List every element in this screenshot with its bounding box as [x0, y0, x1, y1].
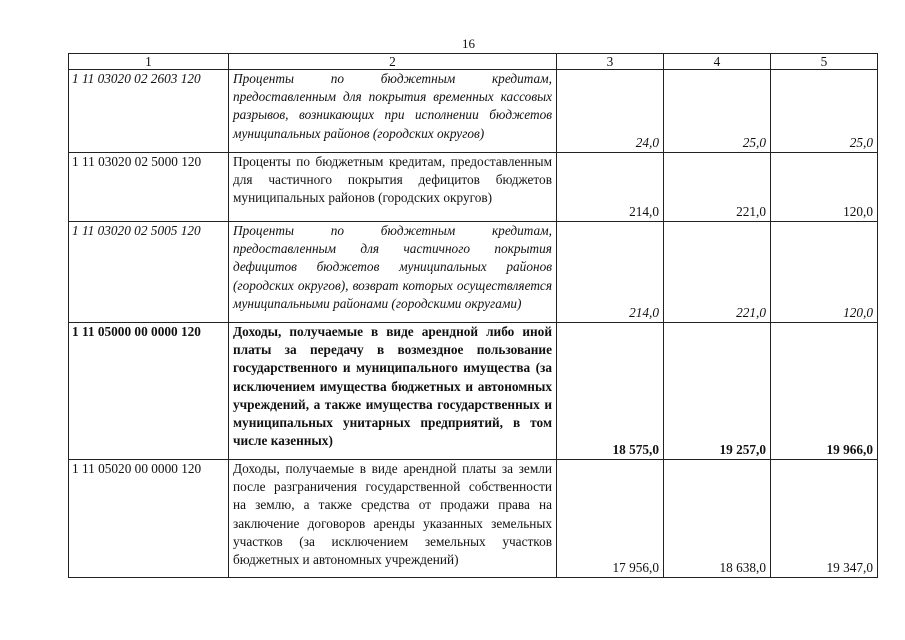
header-col-4: 4 [664, 54, 771, 70]
row-value-col4: 25,0 [664, 70, 771, 153]
row-code: 1 11 03020 02 5000 120 [69, 153, 229, 222]
row-value-col5: 25,0 [771, 70, 878, 153]
header-col-5: 5 [771, 54, 878, 70]
row-value-col4: 18 638,0 [664, 460, 771, 578]
table-header-row [69, 54, 878, 70]
budget-table [68, 53, 878, 578]
row-value-col3: 214,0 [557, 222, 664, 323]
row-description: Проценты по бюджетным кредитам, предоставленным для покрытия временных кассовых разрывов, возникающих при исполнении бюджетов муниципальных районов (городских округов) [229, 70, 557, 153]
header-col-1: 1 [69, 54, 229, 70]
table-row [69, 323, 878, 460]
table-row [69, 70, 878, 153]
row-value-col4: 19 257,0 [664, 323, 771, 460]
row-code: 1 11 03020 02 5005 120 [69, 222, 229, 323]
row-value-col3: 214,0 [557, 153, 664, 222]
row-value-col3: 17 956,0 [557, 460, 664, 578]
header-col-3: 3 [557, 54, 664, 70]
page-number: 16 [462, 36, 475, 51]
row-value-col5: 120,0 [771, 153, 878, 222]
row-description: Проценты по бюджетным кредитам, предоставленным для частичного покрытия дефицитов бюджетов муниципальных районов (городских округов), возврат которых осуществляется муниципальными районами (городскими округами) [229, 222, 557, 323]
row-value-col3: 24,0 [557, 70, 664, 153]
table-row [69, 460, 878, 578]
row-code: 1 11 05000 00 0000 120 [69, 323, 229, 460]
row-code: 1 11 05020 00 0000 120 [69, 460, 229, 578]
row-description: Доходы, получаемые в виде арендной платы за земли после разграничения государственной собственности на землю, а также средства от продажи права на заключение договоров аренды указанных земельных участков (за исключением земельных участков бюджетных и автономных учреждений) [229, 460, 557, 578]
row-value-col5: 19 347,0 [771, 460, 878, 578]
table-row [69, 222, 878, 323]
row-code: 1 11 03020 02 2603 120 [69, 70, 229, 153]
row-value-col5: 19 966,0 [771, 323, 878, 460]
row-description: Проценты по бюджетным кредитам, предоставленным для частичного покрытия дефицитов бюджетов муниципальных районов (городских округов) [229, 153, 557, 222]
row-value-col4: 221,0 [664, 153, 771, 222]
row-value-col5: 120,0 [771, 222, 878, 323]
row-description: Доходы, получаемые в виде арендной либо иной платы за передачу в возмездное пользование государственного и муниципального имущества (за исключением имущества бюджетных и автономных учреждений, а также имущества государственных и муниципальных унитарных предприятий, в том числе казенных) [229, 323, 557, 460]
row-value-col3: 18 575,0 [557, 323, 664, 460]
header-col-2: 2 [229, 54, 557, 70]
table-row [69, 153, 878, 222]
row-value-col4: 221,0 [664, 222, 771, 323]
